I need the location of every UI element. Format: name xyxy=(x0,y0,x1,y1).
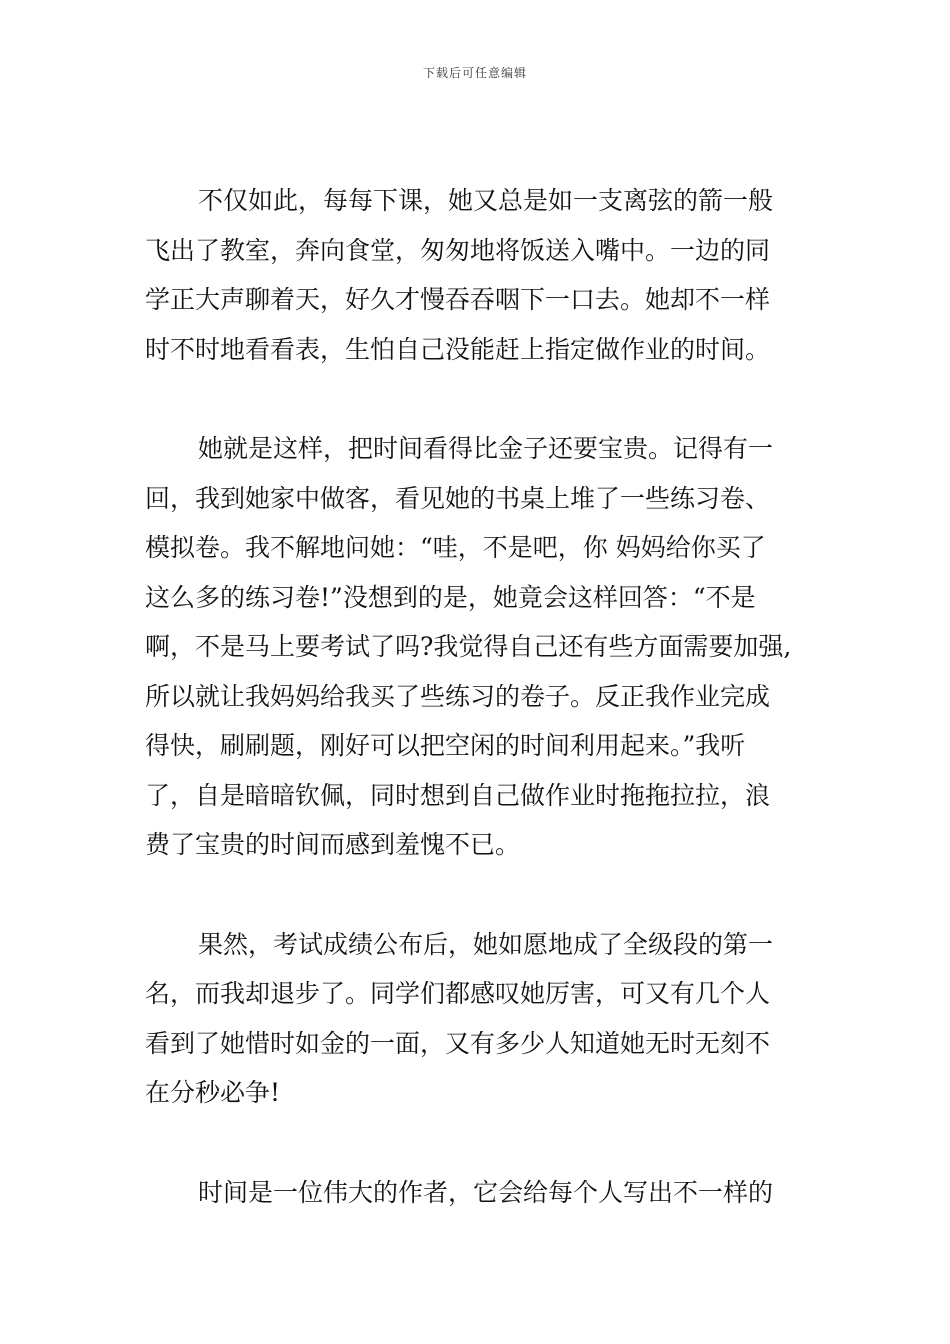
text-line: 果然，考试成绩公布后，她如愿地成了全级段的第一 xyxy=(198,929,774,959)
text-line: 不仅如此，每每下课，她又总是如一支离弦的箭一般 xyxy=(198,186,774,215)
document-body xyxy=(145,176,810,1267)
paragraph-3 xyxy=(145,920,810,1118)
paragraph-2 xyxy=(145,424,810,870)
text-line: 时间是一位伟大的作者，它会给每个人写出不一样的 xyxy=(198,1177,774,1207)
text-line: 看到了她惜时如金的一面，又有多少人知道她无时无刻不 xyxy=(145,1028,771,1058)
paragraph-4 xyxy=(145,1168,810,1218)
text-line: 了，自是暗暗钦佩，同时想到自己做作业时拖拖拉拉，浪 xyxy=(145,780,771,810)
text-line: 回，我到她家中做客，看见她的书桌上堆了一些练习卷、 xyxy=(145,483,771,513)
text-line: 名，而我却退步了。同学们都感叹她厉害，可又有几个人 xyxy=(145,979,771,1008)
text-line: 飞出了教室，奔向食堂，匆匆地将饭送入嘴中。一边的同 xyxy=(145,235,771,265)
text-line: 所以就让我妈妈给我买了些练习的卷子。反正我作业完成 xyxy=(145,681,771,711)
text-line: 在分秒必争! xyxy=(145,1078,281,1107)
text-line: 啊，不是马上要考试了吗?我觉得自己还有些方面需要加强, xyxy=(145,632,792,661)
text-line: 她就是这样，把时间看得比金子还要宝贵。记得有一 xyxy=(198,434,774,463)
paragraph-1 xyxy=(145,176,810,374)
text-line: 时不时地看看表，生怕自己没能赶上指定做作业的时间。 xyxy=(145,334,771,364)
text-line: 模拟卷。我不解地问她：“哇，不是吧，你 妈妈给你买了 xyxy=(145,533,766,562)
text-line: 这么多的练习卷!”没想到的是，她竟会这样回答：“不是 xyxy=(145,582,756,612)
text-line: 学正大声聊着天，好久才慢吞吞咽下一口去。她却不一样 xyxy=(145,285,771,314)
page-header: 下载后可任意编辑 xyxy=(422,66,527,80)
text-line: 得快，刷刷题，刚好可以把空闲的时间利用起来。”我听 xyxy=(145,731,746,760)
text-line: 费了宝贵的时间而感到羞愧不已。 xyxy=(145,830,521,859)
